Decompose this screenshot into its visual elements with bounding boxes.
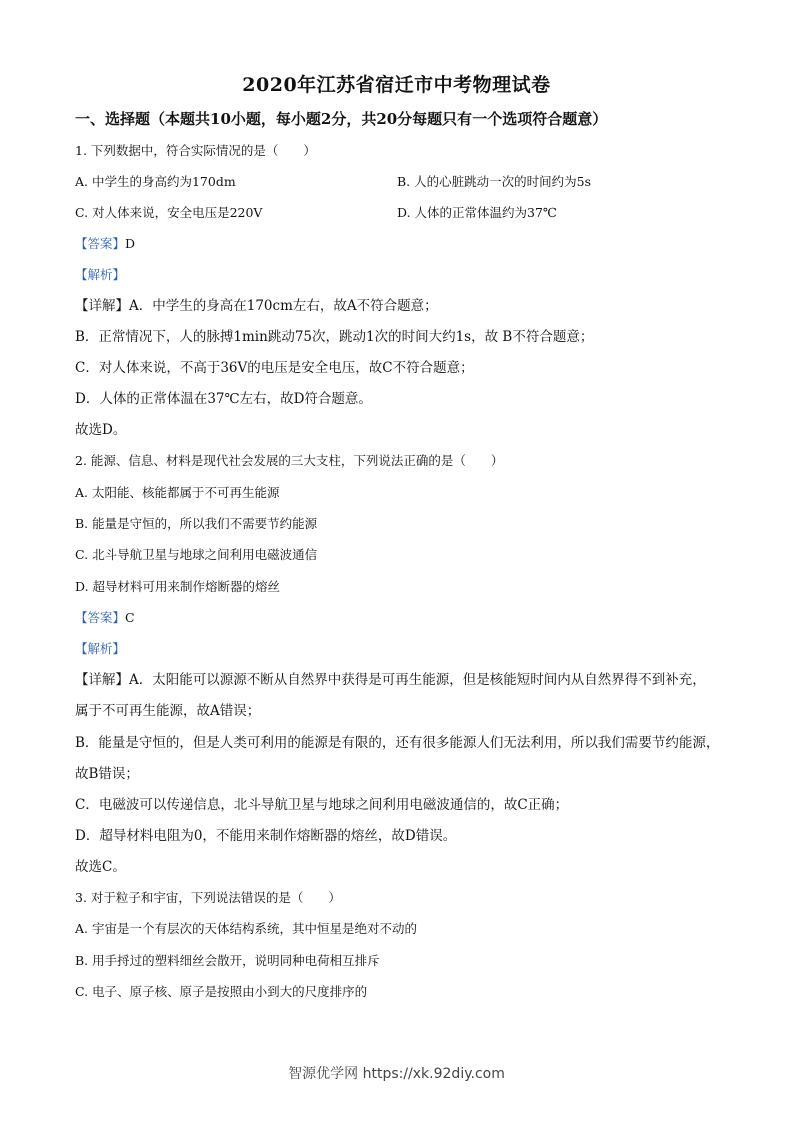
section-heading: 一、选择题（本题共10小题，每小题2分，共20分每题只有一个选项符合题意） [75, 110, 608, 128]
answer-value: C [125, 610, 135, 625]
q2-option-b: B. 能量是守恒的，所以我们不需要节约能源 [75, 516, 318, 531]
answer-value: D [125, 236, 136, 251]
q3-stem: 3. 对于粒子和宇宙，下列说法错误的是（ ） [75, 890, 341, 905]
q1-answer [75, 235, 135, 253]
q1-option-b: B. 人的心脏跳动一次的时间约为5s [397, 174, 592, 189]
q2-detail-2b: 故B错误； [75, 766, 139, 782]
q1-analysis-tag: 【解析】 [75, 267, 126, 282]
answer-tag: 【答案】 [75, 610, 126, 625]
q1-detail-3: C．对人体来说，不高于36V的电压是安全电压，故C不符合题意； [75, 360, 474, 376]
page-title: 2020年江苏省宿迁市中考物理试卷 [242, 74, 551, 96]
q2-detail-1b: 属于不可再生能源，故A错误； [75, 703, 261, 719]
q1-detail-4: D．人体的正常体温在37℃左右，故D符合题意。 [75, 391, 372, 407]
q1-option-c: C. 对人体来说，安全电压是220V [75, 205, 263, 220]
q1-option-d: D. 人体的正常体温约为37℃ [397, 205, 557, 220]
q3-option-c: C. 电子、原子核、原子是按照由小到大的尺度排序的 [75, 984, 368, 999]
q3-option-b: B. 用手捋过的塑料细丝会散开，说明同种电荷相互排斥 [75, 953, 380, 968]
q1-detail-1: 【详解】A．中学生的身高在170cm左右，故A不符合题意； [75, 298, 438, 314]
q2-option-d: D. 超导材料可用来制作熔断器的熔丝 [75, 579, 281, 594]
q2-detail-1: 【详解】A．太阳能可以源源不断从自然界中获得是可再生能源，但是核能短时间内从自然界得不到补充， [75, 672, 706, 688]
q1-detail-2: B．正常情况下，人的脉搏1min跳动75次，跳动1次的时间大约1s，故 B不符合题意； [75, 329, 594, 345]
q2-option-c: C. 北斗导航卫星与地球之间利用电磁波通信 [75, 547, 318, 562]
footer-watermark: 智源优学网 https://xk.92diy.com [288, 1066, 505, 1082]
q1-option-a: A. 中学生的身高约为170dm [75, 174, 236, 189]
q1-conclusion: 故选D。 [75, 422, 127, 438]
q2-detail-2: B．能量是守恒的，但是人类可利用的能源是有限的，还有很多能源人们无法利用，所以我们需要节约能源， [75, 735, 720, 751]
answer-tag: 【答案】 [75, 236, 126, 251]
q2-detail-3: C．电磁波可以传递信息，北斗导航卫星与地球之间利用电磁波通信的，故C正确； [75, 797, 569, 813]
q2-detail-4: D．超导材料电阻为0，不能用来制作熔断器的熔丝，故D错误。 [75, 828, 457, 844]
q2-analysis-tag: 【解析】 [75, 641, 126, 656]
q2-option-a: A. 太阳能、核能都属于不可再生能源 [75, 485, 280, 500]
q2-answer [75, 609, 135, 627]
q2-stem: 2. 能源、信息、材料是现代社会发展的三大支柱，下列说法正确的是（ ） [75, 453, 504, 468]
q1-stem: 1. 下列数据中，符合实际情况的是（ ） [75, 143, 316, 158]
q2-conclusion: 故选C。 [75, 859, 126, 875]
q3-option-a: A. 宇宙是一个有层次的天体结构系统，其中恒星是绝对不动的 [75, 921, 417, 936]
